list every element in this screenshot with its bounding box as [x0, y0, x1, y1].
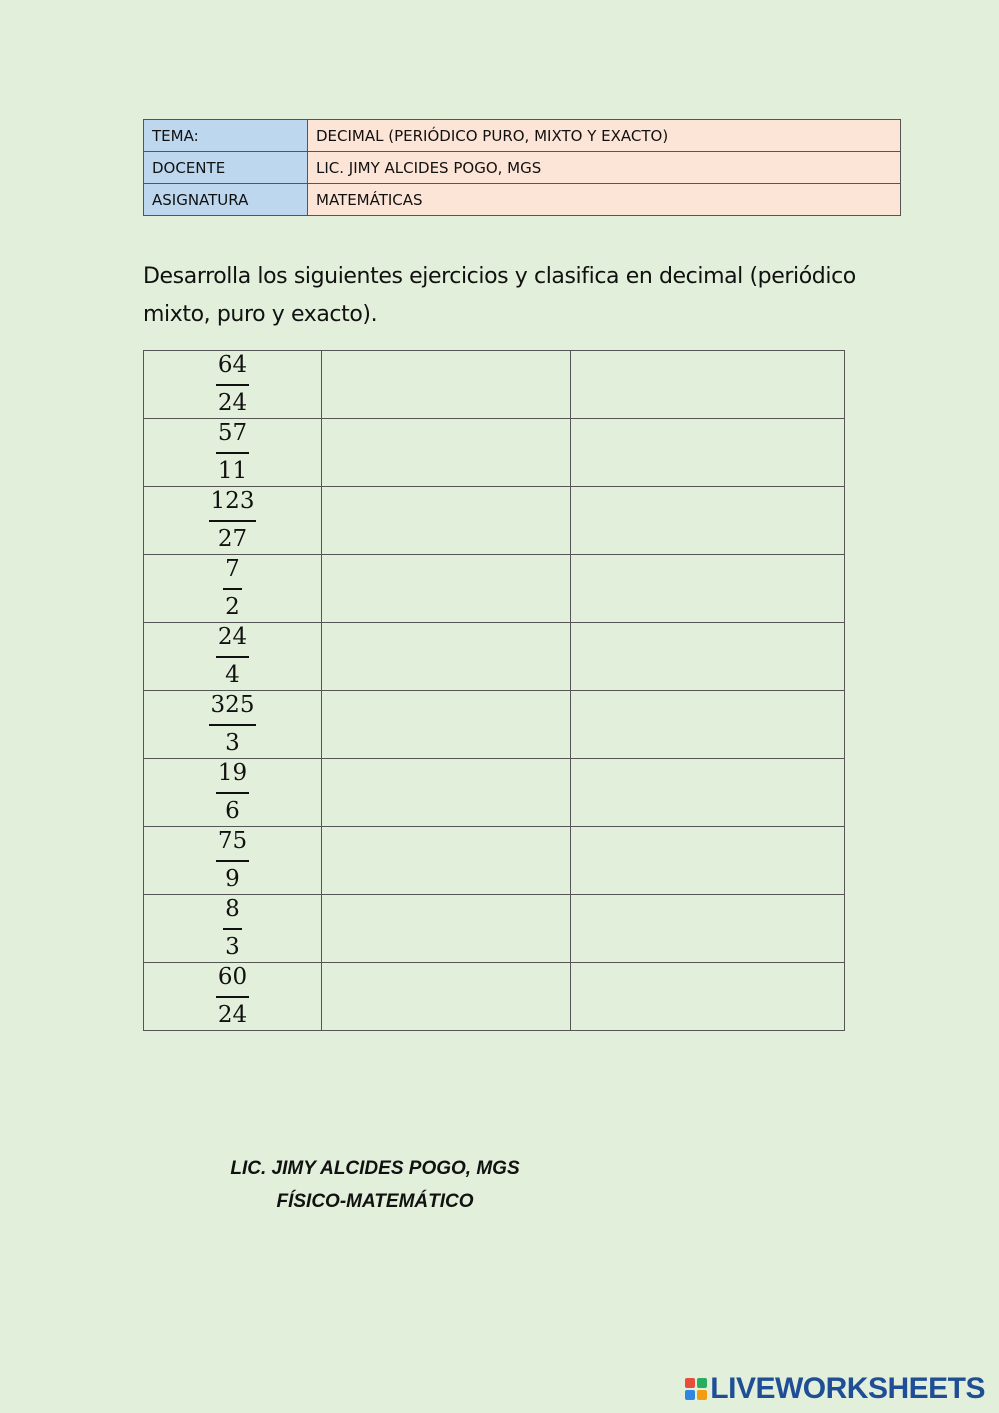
exercise-row: [144, 623, 845, 691]
info-row-docente: [144, 152, 901, 184]
signature-block: [225, 1152, 525, 1218]
decimal-answer-cell[interactable]: [322, 419, 571, 487]
denominator: 6: [225, 798, 240, 824]
fraction-cell: [144, 963, 322, 1031]
logo-text: LIVEWORKSHEETS: [710, 1372, 985, 1405]
classification-answer-cell[interactable]: [571, 827, 845, 895]
classification-answer-cell[interactable]: [571, 419, 845, 487]
fraction: [144, 419, 321, 486]
numerator: 8: [223, 895, 242, 930]
classification-answer-cell[interactable]: [571, 759, 845, 827]
numerator: 19: [216, 759, 249, 794]
logo-square-orange: [697, 1390, 707, 1400]
exercise-row: [144, 895, 845, 963]
fraction-cell: [144, 827, 322, 895]
fraction-cell: [144, 351, 322, 419]
classification-answer-cell[interactable]: [571, 895, 845, 963]
exercise-row: [144, 555, 845, 623]
decimal-answer-cell[interactable]: [322, 555, 571, 623]
numerator: 75: [216, 827, 249, 862]
decimal-answer-cell[interactable]: [322, 691, 571, 759]
numerator: 57: [216, 419, 249, 454]
classification-answer-cell[interactable]: [571, 963, 845, 1031]
tema-value: DECIMAL (PERIÓDICO PURO, MIXTO Y EXACTO): [308, 120, 901, 152]
exercise-row: [144, 963, 845, 1031]
fraction: [144, 351, 321, 418]
fraction: [144, 759, 321, 826]
classification-answer-cell[interactable]: [571, 691, 845, 759]
decimal-answer-cell[interactable]: [322, 827, 571, 895]
classification-answer-cell[interactable]: [571, 487, 845, 555]
fraction: [144, 827, 321, 894]
info-row-asignatura: [144, 184, 901, 216]
denominator: 24: [217, 1002, 248, 1028]
tema-label: TEMA:: [144, 120, 308, 152]
numerator: 24: [216, 623, 249, 658]
logo-square-blue: [685, 1390, 695, 1400]
exercise-row: [144, 419, 845, 487]
exercise-row: [144, 351, 845, 419]
denominator: 3: [225, 730, 240, 756]
fraction-cell: [144, 759, 322, 827]
decimal-answer-cell[interactable]: [322, 623, 571, 691]
asignatura-value: MATEMÁTICAS: [308, 184, 901, 216]
denominator: 4: [225, 662, 240, 688]
numerator: 325: [209, 691, 257, 726]
denominator: 27: [217, 526, 248, 552]
exercise-table: [143, 350, 845, 1031]
classification-answer-cell[interactable]: [571, 351, 845, 419]
denominator: 9: [225, 866, 240, 892]
info-row-tema: [144, 120, 901, 152]
fraction: [144, 691, 321, 758]
fraction: [144, 963, 321, 1030]
docente-value: LIC. JIMY ALCIDES POGO, MGS: [308, 152, 901, 184]
logo-square-green: [697, 1378, 707, 1388]
classification-answer-cell[interactable]: [571, 555, 845, 623]
signature-name: LIC. JIMY ALCIDES POGO, MGS: [230, 1158, 520, 1179]
exercise-row: [144, 691, 845, 759]
fraction-cell: [144, 487, 322, 555]
fraction-cell: [144, 555, 322, 623]
fraction-cell: [144, 623, 322, 691]
decimal-answer-cell[interactable]: [322, 759, 571, 827]
instructions-line-2: mixto, puro y exacto).: [143, 302, 378, 327]
fraction-cell: [144, 419, 322, 487]
decimal-answer-cell[interactable]: [322, 895, 571, 963]
asignatura-label: ASIGNATURA: [144, 184, 308, 216]
fraction-cell: [144, 895, 322, 963]
denominator: 2: [225, 594, 240, 620]
numerator: 123: [209, 487, 257, 522]
fraction: [144, 623, 321, 690]
denominator: 24: [217, 390, 248, 416]
info-table: [143, 119, 901, 216]
numerator: 60: [216, 963, 249, 998]
signature-title: FÍSICO-MATEMÁTICO: [276, 1191, 474, 1212]
exercise-row: [144, 827, 845, 895]
numerator: 7: [223, 555, 242, 590]
denominator: 3: [225, 934, 240, 960]
fraction: [144, 555, 321, 622]
logo-square-red: [685, 1378, 695, 1388]
fraction-cell: [144, 691, 322, 759]
decimal-answer-cell[interactable]: [322, 351, 571, 419]
fraction: [144, 895, 321, 962]
instructions: [143, 258, 883, 334]
numerator: 64: [216, 351, 249, 386]
decimal-answer-cell[interactable]: [322, 487, 571, 555]
docente-label: DOCENTE: [144, 152, 308, 184]
denominator: 11: [217, 458, 248, 484]
instructions-line-1: Desarrolla los siguientes ejercicios y clasifica en decimal (periódico: [143, 264, 856, 289]
fraction: [144, 487, 321, 554]
classification-answer-cell[interactable]: [571, 623, 845, 691]
exercise-row: [144, 487, 845, 555]
liveworksheets-logo: [685, 1372, 985, 1406]
decimal-answer-cell[interactable]: [322, 963, 571, 1031]
liveworksheets-logo-icon: [685, 1378, 707, 1400]
exercise-row: [144, 759, 845, 827]
